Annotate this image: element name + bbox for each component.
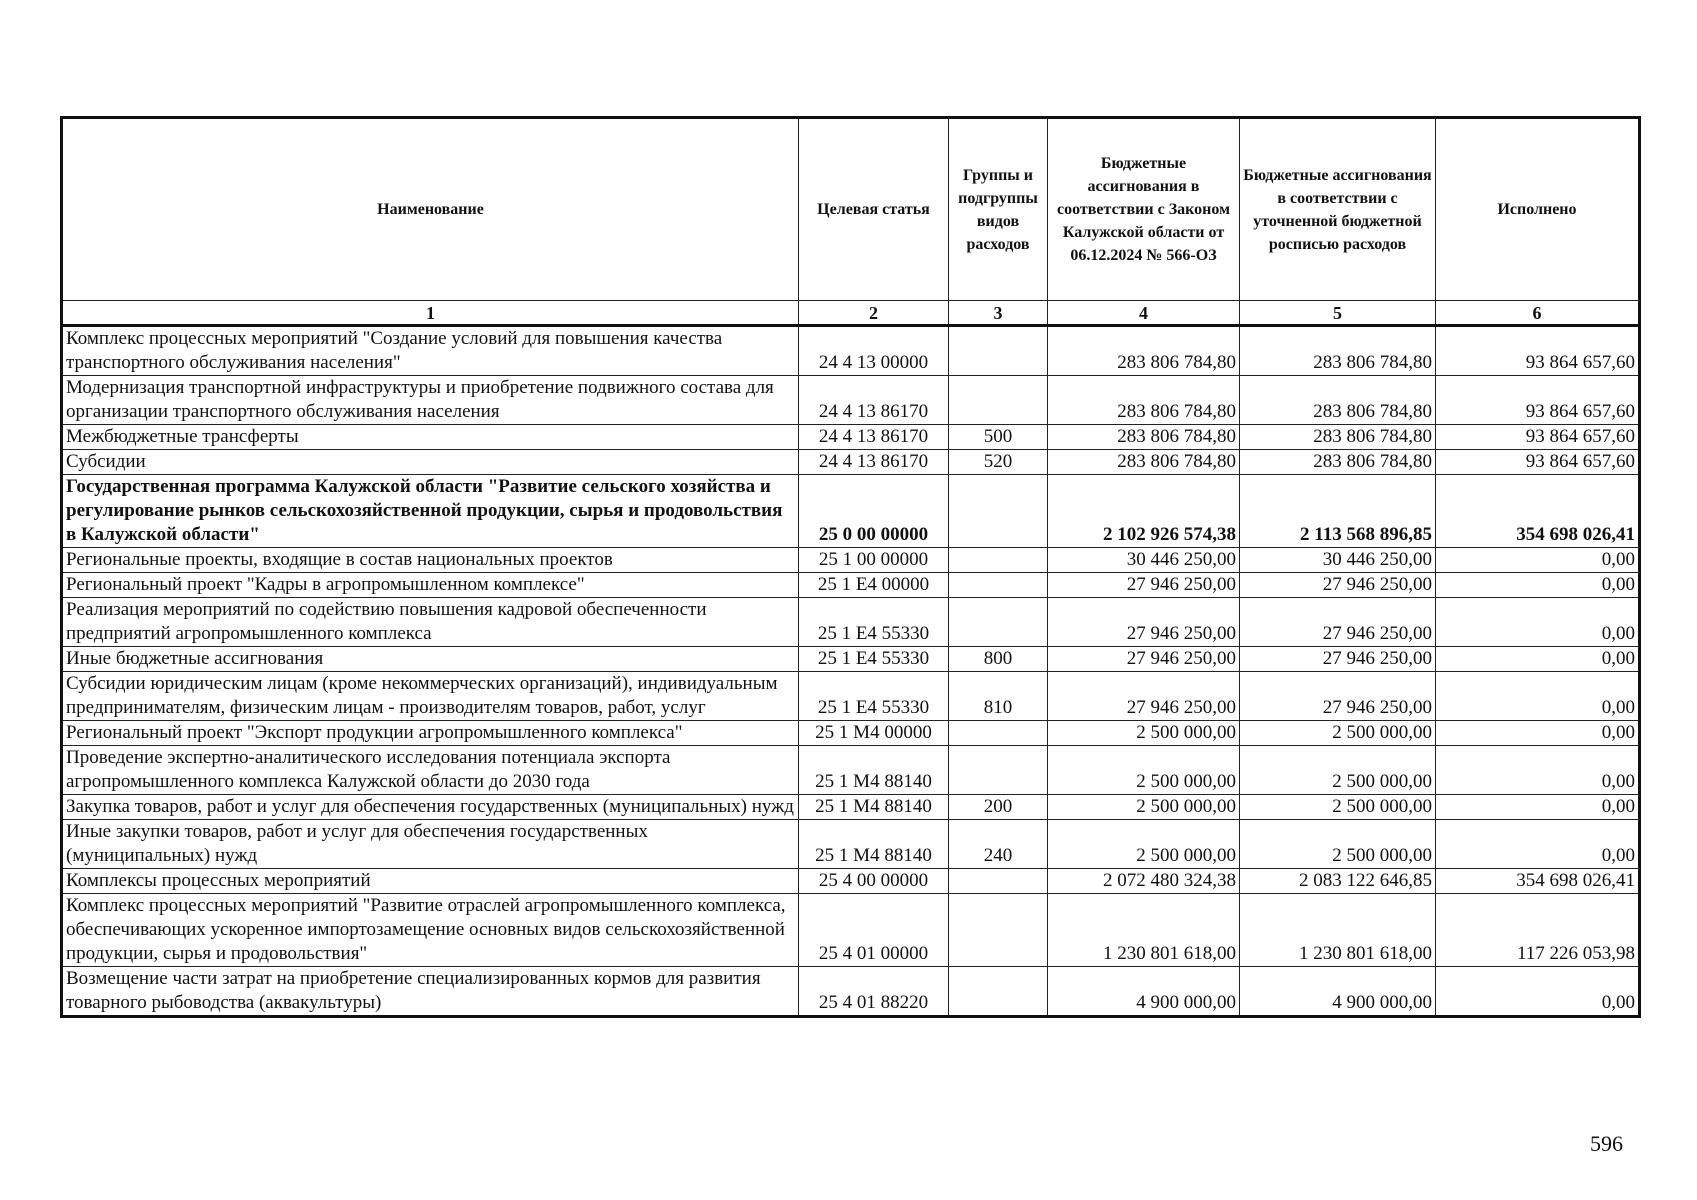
row-expense-group-cell: 240 xyxy=(949,820,1048,869)
row-executed-cell: 354 698 026,41 xyxy=(1436,869,1640,894)
row-law-allocation-cell: 2 500 000,00 xyxy=(1048,721,1240,746)
column-number: 4 xyxy=(1048,301,1240,326)
row-refined-allocation-cell: 2 500 000,00 xyxy=(1240,746,1436,795)
row-law-allocation-cell: 283 806 784,80 xyxy=(1048,376,1240,425)
row-name-cell: Модернизация транспортной инфраструктуры и приобретение подвижного состава для организации транспортного обслуживания населения xyxy=(62,376,799,425)
row-expense-group-cell xyxy=(949,598,1048,647)
row-law-allocation-cell: 4 900 000,00 xyxy=(1048,967,1240,1017)
row-name-cell: Комплекс процессных мероприятий "Развитие отраслей агропромышленного комплекса, обеспечивающих ускоренное импортозамещение основных видов сельскохозяйственной продукции, сырья и продовольствия" xyxy=(62,894,799,967)
row-executed-cell: 0,00 xyxy=(1436,795,1640,820)
table-row xyxy=(62,869,1640,894)
row-executed-cell: 93 864 657,60 xyxy=(1436,326,1640,376)
row-executed-cell: 0,00 xyxy=(1436,548,1640,573)
row-target-article-cell: 25 1 E4 55330 xyxy=(799,598,949,647)
header-target-article: Целевая статья xyxy=(799,118,949,301)
row-target-article-cell: 25 1 E4 55330 xyxy=(799,672,949,721)
row-name-cell: Региональные проекты, входящие в состав национальных проектов xyxy=(62,548,799,573)
row-target-article-cell: 24 4 13 86170 xyxy=(799,425,949,450)
row-refined-allocation-cell: 27 946 250,00 xyxy=(1240,598,1436,647)
row-expense-group-cell xyxy=(949,746,1048,795)
row-expense-group-cell xyxy=(949,573,1048,598)
budget-table xyxy=(60,116,1641,1018)
row-executed-cell: 0,00 xyxy=(1436,598,1640,647)
column-number: 2 xyxy=(799,301,949,326)
row-target-article-cell: 25 0 00 00000 xyxy=(799,475,949,548)
row-refined-allocation-cell: 2 113 568 896,85 xyxy=(1240,475,1436,548)
row-executed-cell: 0,00 xyxy=(1436,721,1640,746)
row-expense-group-cell xyxy=(949,894,1048,967)
column-number: 5 xyxy=(1240,301,1436,326)
table-row xyxy=(62,894,1640,967)
row-target-article-cell: 25 1 M4 88140 xyxy=(799,746,949,795)
table-row xyxy=(62,672,1640,721)
table-row xyxy=(62,573,1640,598)
header-law-allocations: Бюджетные ассигнования в соответствии с Законом Калужской области от 06.12.2024 № 566-ОЗ xyxy=(1048,118,1240,301)
table-row xyxy=(62,967,1640,1017)
row-law-allocation-cell: 2 500 000,00 xyxy=(1048,795,1240,820)
row-refined-allocation-cell: 27 946 250,00 xyxy=(1240,647,1436,672)
row-executed-cell: 0,00 xyxy=(1436,672,1640,721)
row-executed-cell: 0,00 xyxy=(1436,967,1640,1017)
header-executed: Исполнено xyxy=(1436,118,1640,301)
table-row xyxy=(62,425,1640,450)
row-law-allocation-cell: 283 806 784,80 xyxy=(1048,425,1240,450)
row-target-article-cell: 25 1 M4 88140 xyxy=(799,820,949,869)
row-expense-group-cell xyxy=(949,967,1048,1017)
row-name-cell: Иные бюджетные ассигнования xyxy=(62,647,799,672)
row-law-allocation-cell: 27 946 250,00 xyxy=(1048,598,1240,647)
row-target-article-cell: 25 1 E4 55330 xyxy=(799,647,949,672)
table-row xyxy=(62,598,1640,647)
row-name-cell: Комплексы процессных мероприятий xyxy=(62,869,799,894)
header-name: Наименование xyxy=(62,118,799,301)
table-row xyxy=(62,548,1640,573)
table-row xyxy=(62,450,1640,475)
table-row xyxy=(62,820,1640,869)
row-law-allocation-cell: 283 806 784,80 xyxy=(1048,326,1240,376)
row-executed-cell: 93 864 657,60 xyxy=(1436,450,1640,475)
row-expense-group-cell xyxy=(949,376,1048,425)
row-name-cell: Проведение экспертно-аналитического исследования потенциала экспорта агропромышленного комплекса Калужской области до 2030 года xyxy=(62,746,799,795)
table-row xyxy=(62,795,1640,820)
row-name-cell: Региональный проект "Экспорт продукции агропромышленного комплекса" xyxy=(62,721,799,746)
row-name-cell: Возмещение части затрат на приобретение специализированных кормов для развития товарного рыбоводства (аквакультуры) xyxy=(62,967,799,1017)
row-refined-allocation-cell: 283 806 784,80 xyxy=(1240,376,1436,425)
row-executed-cell: 0,00 xyxy=(1436,746,1640,795)
row-expense-group-cell xyxy=(949,869,1048,894)
column-number: 1 xyxy=(62,301,799,326)
row-law-allocation-cell: 27 946 250,00 xyxy=(1048,647,1240,672)
row-target-article-cell: 25 4 01 88220 xyxy=(799,967,949,1017)
row-law-allocation-cell: 2 500 000,00 xyxy=(1048,820,1240,869)
row-expense-group-cell xyxy=(949,475,1048,548)
row-name-cell: Региональный проект "Кадры в агропромышленном комплексе" xyxy=(62,573,799,598)
row-target-article-cell: 24 4 13 86170 xyxy=(799,450,949,475)
header-expense-groups: Группы и подгруппы видов расходов xyxy=(949,118,1048,301)
row-refined-allocation-cell: 1 230 801 618,00 xyxy=(1240,894,1436,967)
row-law-allocation-cell: 27 946 250,00 xyxy=(1048,672,1240,721)
row-law-allocation-cell: 283 806 784,80 xyxy=(1048,450,1240,475)
row-executed-cell: 93 864 657,60 xyxy=(1436,376,1640,425)
row-executed-cell: 93 864 657,60 xyxy=(1436,425,1640,450)
row-refined-allocation-cell: 27 946 250,00 xyxy=(1240,573,1436,598)
row-law-allocation-cell: 30 446 250,00 xyxy=(1048,548,1240,573)
row-expense-group-cell: 810 xyxy=(949,672,1048,721)
table-row xyxy=(62,475,1640,548)
row-refined-allocation-cell: 4 900 000,00 xyxy=(1240,967,1436,1017)
row-target-article-cell: 25 4 01 00000 xyxy=(799,894,949,967)
row-refined-allocation-cell: 2 500 000,00 xyxy=(1240,721,1436,746)
row-target-article-cell: 25 1 00 00000 xyxy=(799,548,949,573)
table-row xyxy=(62,326,1640,376)
row-target-article-cell: 24 4 13 86170 xyxy=(799,376,949,425)
page-number: 596 xyxy=(1590,1131,1623,1156)
row-expense-group-cell: 200 xyxy=(949,795,1048,820)
row-target-article-cell: 24 4 13 00000 xyxy=(799,326,949,376)
table-row xyxy=(62,376,1640,425)
row-expense-group-cell: 520 xyxy=(949,450,1048,475)
row-target-article-cell: 25 1 M4 88140 xyxy=(799,795,949,820)
column-number: 3 xyxy=(949,301,1048,326)
row-law-allocation-cell: 27 946 250,00 xyxy=(1048,573,1240,598)
column-number: 6 xyxy=(1436,301,1640,326)
row-law-allocation-cell: 2 072 480 324,38 xyxy=(1048,869,1240,894)
row-law-allocation-cell: 2 102 926 574,38 xyxy=(1048,475,1240,548)
row-executed-cell: 0,00 xyxy=(1436,573,1640,598)
row-refined-allocation-cell: 2 500 000,00 xyxy=(1240,820,1436,869)
row-target-article-cell: 25 1 E4 00000 xyxy=(799,573,949,598)
row-expense-group-cell: 800 xyxy=(949,647,1048,672)
row-law-allocation-cell: 1 230 801 618,00 xyxy=(1048,894,1240,967)
row-refined-allocation-cell: 283 806 784,80 xyxy=(1240,425,1436,450)
row-name-cell: Закупка товаров, работ и услуг для обеспечения государственных (муниципальных) нужд xyxy=(62,795,799,820)
row-refined-allocation-cell: 27 946 250,00 xyxy=(1240,672,1436,721)
table-body xyxy=(62,326,1640,1017)
row-target-article-cell: 25 1 M4 00000 xyxy=(799,721,949,746)
table-row xyxy=(62,721,1640,746)
row-name-cell: Иные закупки товаров, работ и услуг для обеспечения государственных (муниципальных) нужд xyxy=(62,820,799,869)
table-row xyxy=(62,647,1640,672)
row-expense-group-cell: 500 xyxy=(949,425,1048,450)
row-executed-cell: 0,00 xyxy=(1436,647,1640,672)
row-name-cell: Государственная программа Калужской области "Развитие сельского хозяйства и регулирование рынков сельскохозяйственной продукции, сырья и продовольствия в Калужской области" xyxy=(62,475,799,548)
row-name-cell: Субсидии xyxy=(62,450,799,475)
table-row xyxy=(62,746,1640,795)
header-refined-allocations: Бюджетные ассигнования в соответствии с уточненной бюджетной росписью расходов xyxy=(1240,118,1436,301)
row-refined-allocation-cell: 283 806 784,80 xyxy=(1240,326,1436,376)
row-law-allocation-cell: 2 500 000,00 xyxy=(1048,746,1240,795)
row-expense-group-cell xyxy=(949,721,1048,746)
row-executed-cell: 117 226 053,98 xyxy=(1436,894,1640,967)
row-target-article-cell: 25 4 00 00000 xyxy=(799,869,949,894)
row-name-cell: Субсидии юридическим лицам (кроме некоммерческих организаций), индивидуальным предпринимателям, физическим лицам - производителям товаров, работ, услуг xyxy=(62,672,799,721)
row-name-cell: Реализация мероприятий по содействию повышения кадровой обеспеченности предприятий агропромышленного комплекса xyxy=(62,598,799,647)
row-executed-cell: 0,00 xyxy=(1436,820,1640,869)
table-header xyxy=(62,118,1640,326)
row-name-cell: Комплекс процессных мероприятий "Создание условий для повышения качества транспортного обслуживания населения" xyxy=(62,326,799,376)
row-expense-group-cell xyxy=(949,326,1048,376)
row-refined-allocation-cell: 2 083 122 646,85 xyxy=(1240,869,1436,894)
row-name-cell: Межбюджетные трансферты xyxy=(62,425,799,450)
row-expense-group-cell xyxy=(949,548,1048,573)
row-refined-allocation-cell: 2 500 000,00 xyxy=(1240,795,1436,820)
row-refined-allocation-cell: 30 446 250,00 xyxy=(1240,548,1436,573)
row-executed-cell: 354 698 026,41 xyxy=(1436,475,1640,548)
row-refined-allocation-cell: 283 806 784,80 xyxy=(1240,450,1436,475)
